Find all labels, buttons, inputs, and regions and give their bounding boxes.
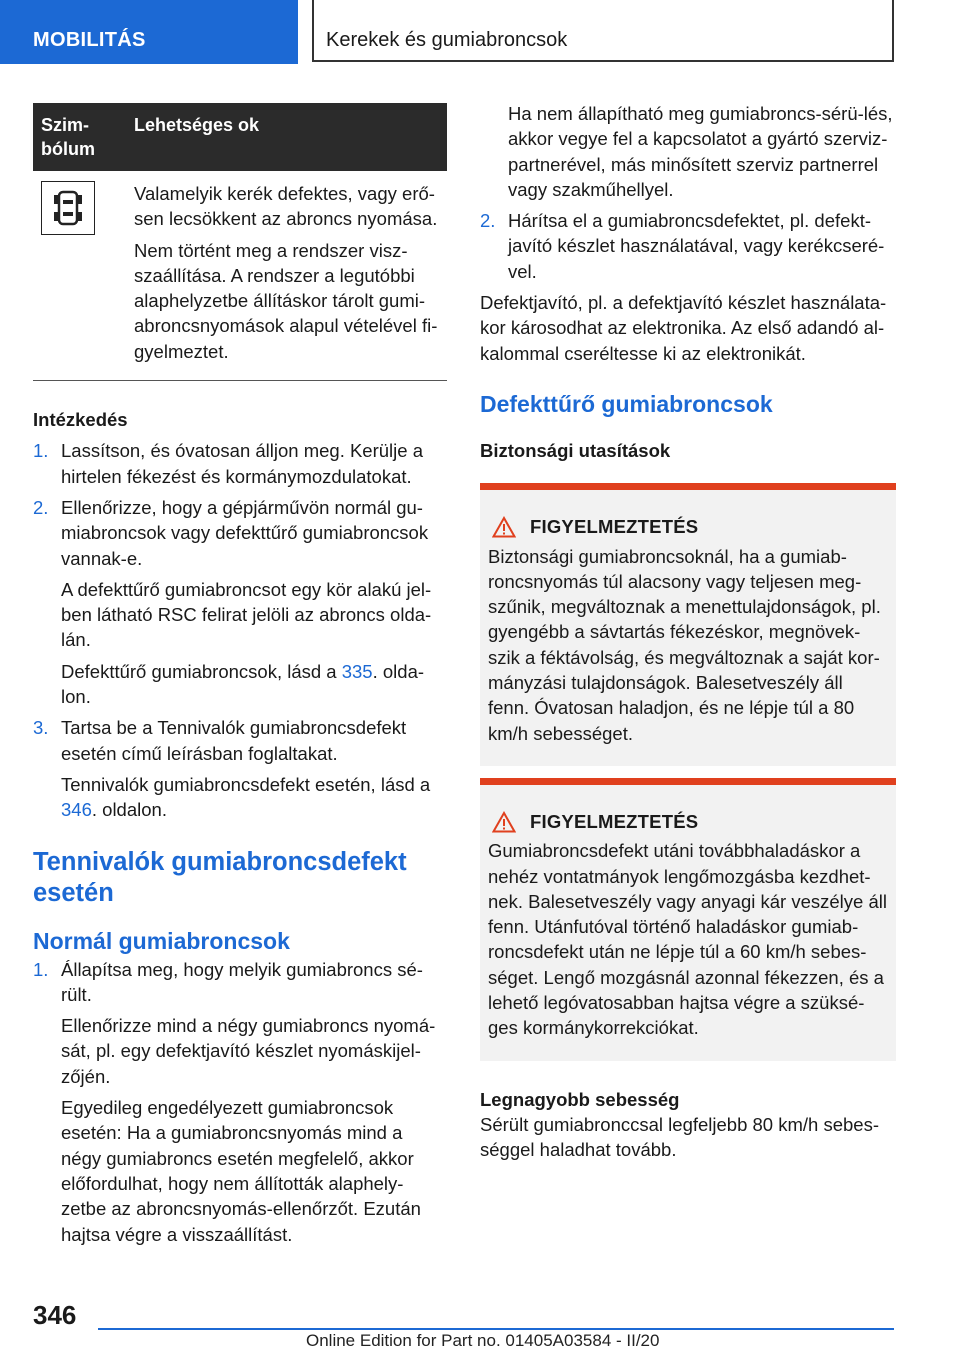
warning-triangle-icon [492, 516, 516, 538]
warning-box-2 [480, 778, 896, 1061]
list-item: 2. Hárítsa el a gumiabroncsdefektet, pl. defekt-javító készlet használatával, vagy kerékcseré-vel. [480, 210, 885, 282]
normal-tires-heading: Normál gumiabroncsok [33, 927, 290, 954]
page-number: 346 [33, 1300, 77, 1330]
continued-step-text: Ha nem állapítható meg gumiabroncs-sérü-lés, akkor vegye fel a kapcsolatot a gyártó szerviz-partnerével, más minősített szerviz partnerrel vagy szakműhellyel. [508, 103, 893, 200]
warning-title: FIGYELMEZTETÉS [530, 516, 699, 538]
flat-tire-heading: Tennivalók gumiabroncsdefekt esetén [33, 847, 407, 907]
flat-steps-list-cont [480, 208, 896, 284]
cause-text-2: Nem történt meg a rendszer visz-szaállítása. A rendszer a legutóbbi alaphelyzetbe állításkor tárolt gumi-abroncsnyomások alapul vételével fi-gyelmeztet. [134, 239, 438, 362]
warning-title: FIGYELMEZTETÉS [530, 810, 699, 832]
max-speed-text: Sérült gumiabronccsal legfeljebb 80 km/h sebes-séggel haladhat tovább. [480, 1113, 879, 1161]
edition-text: Online Edition for Part no. 01405A03584 - II/20 [306, 1331, 660, 1350]
left-column [33, 103, 447, 1253]
measures-title: Intézkedés [33, 409, 128, 431]
right-column [480, 101, 896, 1163]
cause-text-1: Valamelyik kerék defektes, vagy erő-sen lecsökkent az abroncs nyomása. [134, 183, 438, 230]
runflat-heading: Defekttűrő gumiabroncsok [480, 390, 773, 417]
table-row [33, 171, 447, 381]
table-header-symbol: Szim- bólum [33, 103, 126, 171]
section-tab[interactable] [0, 0, 298, 64]
page-link-346[interactable]: 346 [61, 799, 92, 821]
warning-box-1 [480, 483, 896, 766]
table-header-cause: Lehetséges ok [126, 103, 447, 171]
section-title: MOBILITÁS [33, 29, 146, 51]
chapter-title: Kerekek és gumiabroncsok [326, 29, 568, 51]
warning-text: Biztonsági gumiabroncsoknál, ha a gumiab-roncsnyomás túl alacsony vagy teljesen meg-szűnik, megváltoznak a menettulajdonságok, pl. gyengébb a sávtartás fékezéskor, megnövek-szik a féktávolság, és megváltoznak a saját kor-mányzási tulajdonságok. Balesetveszély áll fenn. Óvatosan haladjon, és ne lépje túl a 80 km/h sebességet. [488, 545, 881, 744]
symbol-table [33, 103, 447, 381]
warning-triangle-icon [492, 811, 516, 833]
list-item: 1. Állapítsa meg, hogy melyik gumiabroncs sé-rült. Ellenőrizze mind a négy gumiabroncs nyomá-sát, pl. egy defektjavító készlet nyomáskijel-zőjén. Egyedileg engedélyezett gumiabroncsok esetén: Ha a gumiabroncsnyomás mind a négy gumiabroncs esetén megfelelő, akkor előfordulhat, hogy nem állították alaphely-zetbe az abroncsnyomás-ellenőrzőt. Ezután hajtsa végre a visszaállítást. [33, 958, 436, 1245]
max-speed-title: Legnagyobb sebesség [480, 1088, 680, 1110]
car-tire-warning-icon [41, 181, 95, 235]
page-link-335[interactable]: 335 [341, 660, 373, 682]
safety-title: Biztonsági utasítások [480, 439, 671, 461]
chapter-tab[interactable] [312, 0, 894, 62]
electronics-note: Defektjavító, pl. a defektjavító készlet használata-kor károsodhat az elektronika. Az első adandó al-kalommal cseréltesse ki az elektronikát. [480, 292, 887, 364]
list-item: 3. Tartsa be a Tennivalók gumiabroncsdefekt esetén című leírásban foglaltakat. Tennivalók gumiabroncsdefekt esetén, lásd a 346. oldalon. [33, 717, 431, 821]
warning-text: Gumiabroncsdefekt utáni továbbhaladáskor a nehéz vontatmányok lengőmozgásba kezdhet-nek. Balesetveszély vagy anyagi kár veszélye áll fenn. Utánfutóval történő haladáskor gumiab-roncsdefekt után ne lépje túl a 60 km/h sebes-séget. Lengő mozgásnál azonnal fékezzen, és a lehető legóvatosabban hajtsa végre a szüksé-ges kormánykorrekciókat. [488, 840, 887, 1039]
list-item: 2. Ellenőrizze, hogy a gépjárművön normál gu-miabroncsok vagy defekttűrő gumiabroncsok vannak-e. A defekttűrő gumiabroncsot egy kör alakú jel-ben látható RSC felirat jelöli az abroncs olda-lán. Defekttűrő gumiabroncsok, lásd a 335. olda-lon. [33, 496, 432, 708]
list-item: 1. Lassítson, és óvatosan álljon meg. Kerülje a hirtelen fékezést és kormánymozdulatokat. [33, 440, 423, 487]
measures-list [33, 438, 447, 822]
flat-steps-list [33, 957, 447, 1247]
footer-divider [98, 1328, 894, 1330]
